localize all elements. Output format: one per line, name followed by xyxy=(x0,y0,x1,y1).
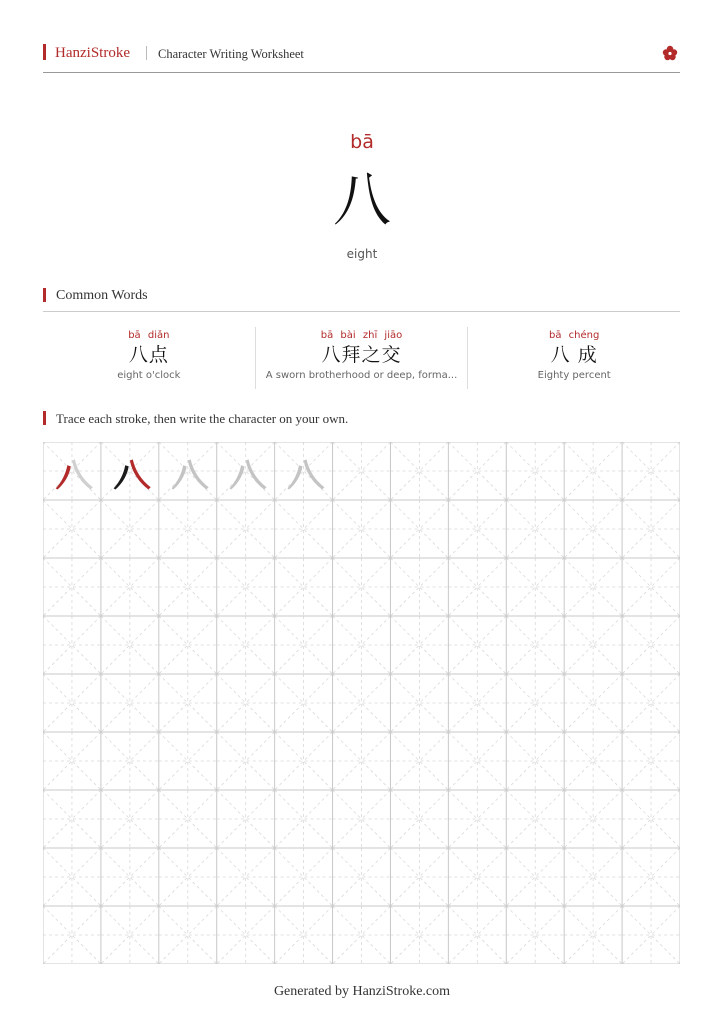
word-card[interactable] xyxy=(43,327,255,389)
stroke-order-stroke-1 xyxy=(114,465,129,489)
trace-stroke xyxy=(229,465,244,489)
word-pinyin: bā chéng xyxy=(549,330,600,341)
brand-accent-bar xyxy=(43,44,46,60)
word-hanzi: 八拜之交 xyxy=(321,344,402,366)
worksheet-header xyxy=(43,44,680,73)
practice-grid-canvas[interactable] xyxy=(43,442,680,964)
stroke-order-stroke-1 xyxy=(56,465,71,489)
word-card[interactable] xyxy=(467,327,680,389)
worksheet-subtitle: Character Writing Worksheet xyxy=(158,47,304,61)
word-card[interactable] xyxy=(255,327,468,389)
stroke-order-ghost-stroke xyxy=(72,459,93,489)
word-pinyin: bā bài zhī jiāo xyxy=(320,330,403,341)
trace-stroke xyxy=(304,459,325,489)
footer-credit: Generated by HanziStroke.com xyxy=(273,984,451,999)
practice-grid[interactable] xyxy=(43,442,680,964)
trace-stroke xyxy=(172,465,187,489)
trace-stroke xyxy=(188,459,209,489)
brand-name[interactable]: HanziStroke xyxy=(55,45,130,61)
word-meaning: Eighty percent xyxy=(537,370,611,381)
plum-blossom-icon xyxy=(662,45,678,61)
section-divider xyxy=(43,311,680,312)
word-hanzi: 八点 xyxy=(128,344,169,366)
trace-stroke xyxy=(246,459,267,489)
trace-stroke xyxy=(287,465,302,489)
stroke-order-stroke-2 xyxy=(130,459,151,489)
word-pinyin: bā diǎn xyxy=(128,330,170,341)
word-meaning: eight o'clock xyxy=(117,370,181,381)
word-hanzi: 八 成 xyxy=(550,344,598,366)
section-title-common-words: Common Words xyxy=(43,288,148,304)
main-character: 八 xyxy=(332,166,391,234)
word-meaning: A sworn brotherhood or deep, forma... xyxy=(265,370,458,381)
character-meaning: eight xyxy=(346,247,378,261)
header-separator xyxy=(146,46,147,60)
practice-instruction: Trace each stroke, then write the character on your own. xyxy=(43,411,348,427)
common-words-list xyxy=(43,327,680,389)
character-pinyin: bā xyxy=(350,131,374,153)
